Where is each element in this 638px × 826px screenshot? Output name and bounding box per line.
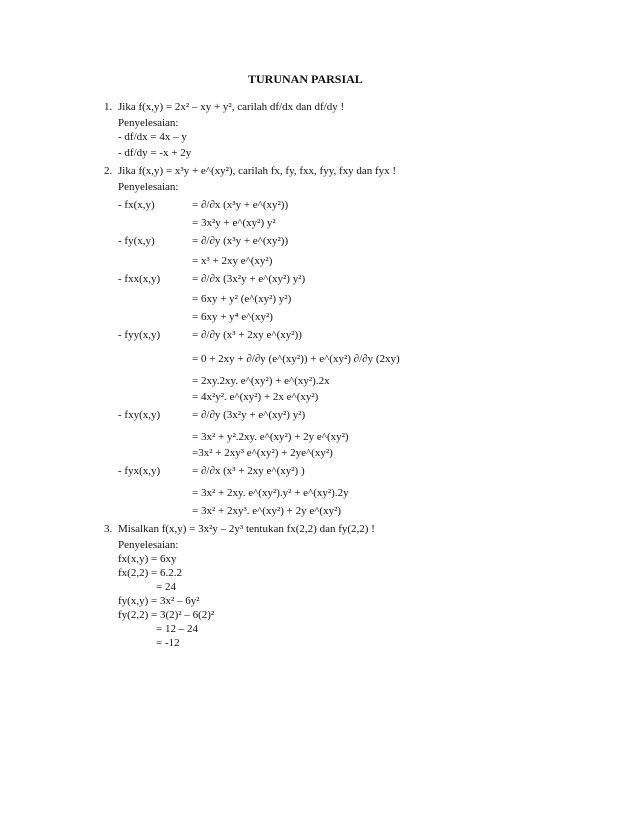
problem-3-number: 3. <box>104 523 113 535</box>
problem-2-step-rhs: = ∂/∂y (3x²y + e^(xy²) y²) <box>192 409 306 421</box>
problem-2-step-rhs: = 2xy.2xy. e^(xy²) + e^(xy²).2x <box>192 375 330 387</box>
document-title: TURUNAN PARSIAL <box>248 72 363 86</box>
problem-2-step-rhs: = 3x² + 2xy³. e^(xy²) + 2y e^(xy²) <box>192 505 342 517</box>
problem-2-step-rhs: = 3x²y + e^(xy²) y² <box>192 217 276 229</box>
problem-2-step-rhs: = 3x² + y².2xy. e^(xy²) + 2y e^(xy²) <box>192 431 349 443</box>
problem-2-step-rhs: = ∂/∂y (x³y + e^(xy²)) <box>192 235 289 247</box>
problem-2-step-lhs: - fyy(x,y) <box>118 329 161 341</box>
problem-2-statement: Jika f(x,y) = x³y + e^(xy²), carilah fx, fy, fxx, fyy, fxy dan fyx ! <box>118 165 397 177</box>
problem-2-step-lhs: - fx(x,y) <box>118 199 155 211</box>
problem-2-step-rhs: = ∂/∂y (x³ + 2xy e^(xy²)) <box>192 329 302 341</box>
problem-3-line: fy(x,y) = 3x² – 6y² <box>118 595 200 607</box>
problem-2-step-lhs: - fyx(x,y) <box>118 465 161 477</box>
problem-2-step-lhs: - fxx(x,y) <box>118 273 161 285</box>
problem-3-line: = -12 <box>156 637 180 649</box>
problem-3-line: fy(2,2) = 3(2)² – 6(2)² <box>118 609 215 621</box>
problem-1-statement: Jika f(x,y) = 2x² – xy + y², carilah df/dx dan df/dy ! <box>118 101 345 113</box>
problem-1-line-2: - df/dy = -x + 2y <box>118 147 192 159</box>
problem-3-statement: Misalkan f(x,y) = 3x²y – 2y³ tentukan fx(2,2) dan fy(2,2) ! <box>118 523 375 535</box>
problem-2-step-rhs: = ∂/∂x (x³ + 2xy e^(xy²) ) <box>192 465 305 477</box>
problem-2-step-rhs: = 4x²y². e^(xy²) + 2x e^(xy²) <box>192 391 319 403</box>
problem-3-solution-label: Penyelesaian: <box>118 539 179 551</box>
problem-3-line: fx(x,y) = 6xy <box>118 553 177 565</box>
problem-2-step-rhs: = 6xy + y² (e^(xy²) y²) <box>192 293 292 305</box>
problem-3-line: fx(2,2) = 6.2.2 <box>118 567 182 579</box>
problem-2-step-lhs: - fxy(x,y) <box>118 409 161 421</box>
problem-1-number: 1. <box>104 101 113 113</box>
problem-1-line-1: - df/dx = 4x – y <box>118 131 187 143</box>
problem-3-line: = 12 – 24 <box>156 623 198 635</box>
problem-2-step-rhs: =3x² + 2xy³ e^(xy²) + 2ye^(xy²) <box>192 447 333 459</box>
problem-2-step-lhs: - fy(x,y) <box>118 235 155 247</box>
problem-2-step-rhs: = 0 + 2xy + ∂/∂y (e^(xy²)) + e^(xy²) ∂/∂y (2xy) <box>192 353 400 365</box>
problem-2-solution-label: Penyelesaian: <box>118 181 179 193</box>
problem-2-step-rhs: = x³ + 2xy e^(xy²) <box>192 255 273 267</box>
problem-1-solution-label: Penyelesaian: <box>118 117 179 129</box>
problem-2-step-rhs: = 6xy + y⁴ e^(xy²) <box>192 311 273 323</box>
problem-2-step-rhs: = ∂/∂x (x³y + e^(xy²)) <box>192 199 289 211</box>
problem-2-step-rhs: = 3x² + 2xy. e^(xy²).y² + e^(xy²).2y <box>192 487 349 499</box>
problem-2-step-rhs: = ∂/∂x (3x²y + e^(xy²) y²) <box>192 273 306 285</box>
problem-3-line: = 24 <box>156 581 176 593</box>
problem-2-number: 2. <box>104 165 113 177</box>
